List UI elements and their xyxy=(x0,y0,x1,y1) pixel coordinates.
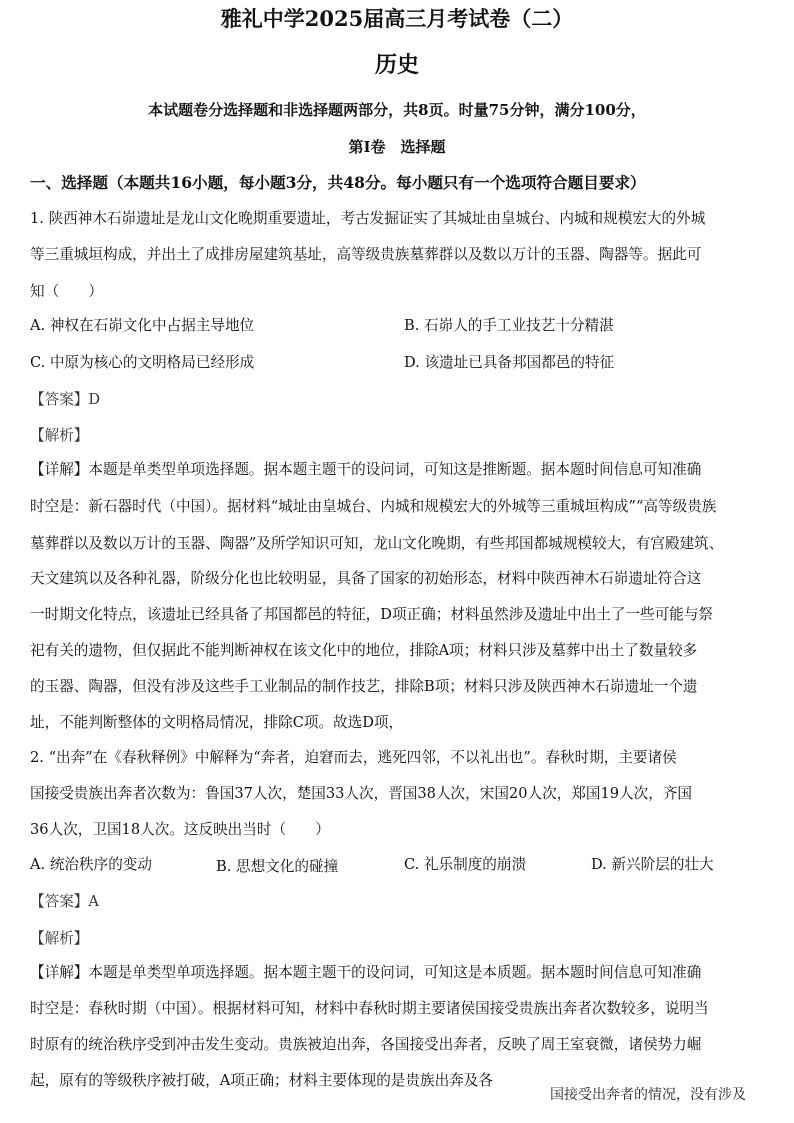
exam-intro: 本试题卷分选择题和非选择题两部分，共8页。时量75分钟，满分100分， xyxy=(148,101,646,119)
q2-analysis-label: 【解析】 xyxy=(30,930,89,947)
q1-answer: 【答案】D xyxy=(30,391,101,408)
q1-detail-line: 墓葬群以及数以万计的玉器、陶器”及所学知识可知，龙山文化晚期，有些邦国都城规模较大，有宫殿建筑、 xyxy=(30,535,724,552)
q1-option-b: B. 石峁人的手工业技艺十分精湛 xyxy=(404,317,614,334)
q1-detail-line: 时空是：新石器时代（中国）。据材料“城址由皇城台、内城和规模宏大的外城等三重城垣构成”“高等级贵族 xyxy=(30,498,717,515)
q2-detail-line: 【详解】本题是单类型单项选择题。据本题主题干的设问词，可知这是本质题。据本题时间信息可知准确 xyxy=(30,964,702,981)
section-heading: 一、选择题（本题共16小题，每小题3分，共48分。每小题只有一个选项符合题目要求） xyxy=(30,173,646,192)
q2-option-d: D. 新兴阶层的壮大 xyxy=(591,856,714,873)
q1-detail-line: 的玉器、陶器，但没有涉及这些手工业制品的制作技艺，排除B项；材料只涉及陕西神木石峁遗址一个遗 xyxy=(30,678,698,695)
q2-option-b: B. 思想文化的碰撞 xyxy=(216,858,339,875)
q2-stem-line: 2. “出奔”在《春秋释例》中解释为“奔者，迫窘而去，逃死四邻，不以礼出也”。春秋时期，主要诸侯 xyxy=(30,749,677,766)
q2-detail-line: 起，原有的等级秩序被打破，A项正确；材料主要体现的是贵族出奔及各 xyxy=(30,1072,493,1089)
q1-option-c: C. 中原为核心的文明格局已经形成 xyxy=(30,354,255,371)
q2-detail-line: 时原有的统治秩序受到冲击发生变动。贵族被迫出奔，各国接受出奔者，反映了周王室衰微，诸侯势力崛 xyxy=(30,1036,702,1053)
q1-analysis-label: 【解析】 xyxy=(30,427,89,444)
q1-detail-line: 【详解】本题是单类型单项选择题。据本题主题干的设问词，可知这是推断题。据本题时间信息可知准确 xyxy=(30,461,702,478)
q2-detail-line: 时空是：春秋时期（中国）。根据材料可知，材料中春秋时期主要诸侯国接受贵族出奔者次数较多，说明当 xyxy=(30,1000,709,1017)
q1-option-a: A. 神权在石峁文化中占据主导地位 xyxy=(30,317,255,334)
part-heading: 第Ⅰ卷 选择题 xyxy=(348,138,446,156)
subject-title: 历史 xyxy=(374,52,419,78)
q1-stem-line: 等三重城垣构成，并出土了成排房屋建筑基址，高等级贵族墓葬群以及数以万计的玉器、陶器等。据此可 xyxy=(30,246,702,263)
q1-detail-line: 天文建筑以及各种礼器，阶级分化也比较明显，具备了国家的初始形态，材料中陕西神木石峁遗址符合这 xyxy=(30,570,702,587)
q2-stem-line: 国接受贵族出奔者次数为：鲁国37人次，楚国33人次，晋国38人次，宋国20人次，郑国19人次，齐国 xyxy=(30,785,693,802)
q1-detail-line: 祀有关的遗物，但仅据此不能判断神权在该文化中的地位，排除A项；材料只涉及墓葬中出土了数量较多 xyxy=(30,642,698,659)
q1-detail-line: 址，不能判断整体的文明格局情况，排除C项。故选D项， xyxy=(30,714,404,731)
q1-stem-line: 1. 陕西神木石峁遗址是龙山文化晚期重要遗址，考古发掘证实了其城址由皇城台、内城和规模宏大的外城 xyxy=(30,210,706,227)
q2-option-a: A. 统治秩序的变动 xyxy=(30,856,152,873)
q1-option-d: D. 该遗址已具备邦国都邑的特征 xyxy=(404,354,615,371)
q2-answer: 【答案】A xyxy=(30,893,99,910)
q1-detail-line: 一时期文化特点，该遗址已经具备了邦国都邑的特征，D项正确；材料虽然涉及遗址中出土了一些可能与祭 xyxy=(30,606,714,623)
q2-stem-line: 36人次，卫国18人次。这反映出当时（ ） xyxy=(30,821,330,838)
q2-continuation-note: 国接受出奔者的情况，没有涉及 xyxy=(550,1087,746,1103)
exam-title: 雅礼中学2025届高三月考试卷（二） xyxy=(220,6,574,31)
q2-option-c: C. 礼乐制度的崩溃 xyxy=(404,856,527,873)
q1-stem-line: 知（ ） xyxy=(30,283,103,300)
